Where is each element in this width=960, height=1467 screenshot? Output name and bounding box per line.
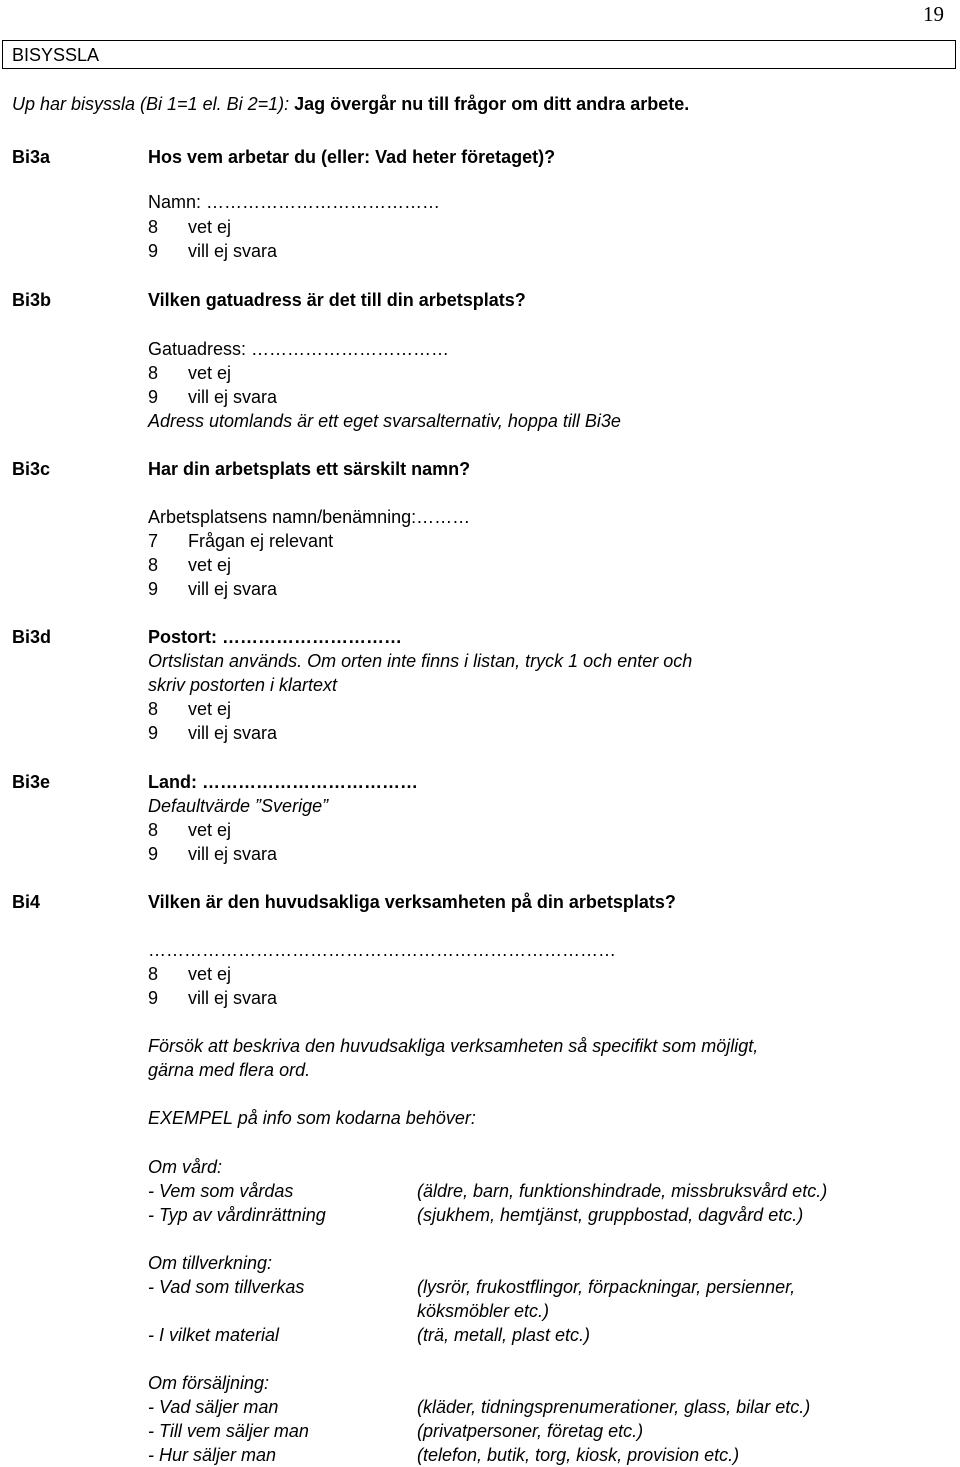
option-code: 8: [148, 555, 159, 575]
example-detail: (privatpersoner, företag etc.): [417, 1421, 644, 1441]
example-detail: (lysrör, frukostflingor, förpackningar, persienner,: [417, 1277, 796, 1297]
option-label: vill ej svara: [188, 844, 278, 864]
example-detail: köksmöbler etc.): [417, 1301, 550, 1321]
instruction-text: Försök att beskriva den huvudsakliga verksamheten så specifikt som möjligt,: [148, 1036, 759, 1056]
intro-line: [12, 92, 689, 116]
example-group-heading: Om försäljning:: [148, 1373, 270, 1393]
option-label: vet ej: [188, 363, 232, 383]
option-code: 8: [148, 964, 159, 984]
option-label: Frågan ej relevant: [188, 531, 334, 551]
question-code-bi3c: Bi3c: [12, 459, 51, 479]
example-item: - I vilket material: [148, 1325, 280, 1345]
option-label: vet ej: [188, 699, 232, 719]
question-code-bi4: Bi4: [12, 892, 41, 912]
example-detail: (telefon, butik, torg, kiosk, provision etc.): [417, 1445, 740, 1465]
example-item: - Typ av vårdinrättning: [148, 1205, 326, 1225]
intro-text: Jag övergår nu till frågor om ditt andra arbete.: [289, 94, 690, 114]
option-label: vet ej: [188, 820, 232, 840]
option-code: 9: [148, 387, 159, 407]
question-code-bi3b: Bi3b: [12, 290, 52, 310]
option-code: 9: [148, 988, 159, 1008]
example-item: - Vem som vårdas: [148, 1181, 294, 1201]
option-label: vet ej: [188, 217, 232, 237]
example-detail: (sjukhem, hemtjänst, gruppbostad, dagvård etc.): [417, 1205, 804, 1225]
option-code: 9: [148, 241, 159, 261]
question-bi3a: Hos vem arbetar du (eller: Vad heter företaget)?: [148, 147, 556, 167]
question-bi3c: Har din arbetsplats ett särskilt namn?: [148, 459, 471, 479]
answer-field-arbetsplatsnamn[interactable]: Arbetsplatsens namn/benämning:………: [148, 507, 471, 527]
question-code-bi3e: Bi3e: [12, 772, 51, 792]
question-bi4: Vilken är den huvudsakliga verksamheten på din arbetsplats?: [148, 892, 676, 912]
example-item: - Vad som tillverkas: [148, 1277, 305, 1297]
option-code: 9: [148, 579, 159, 599]
example-item: - Vad säljer man: [148, 1397, 279, 1417]
example-group-heading: Om tillverkning:: [148, 1253, 273, 1273]
interviewer-note: skriv postorten i klartext: [148, 675, 338, 695]
question-bi3b: Vilken gatuadress är det till din arbetsplats?: [148, 290, 526, 310]
option-code: 8: [148, 363, 159, 383]
example-group-heading: Om vård:: [148, 1157, 223, 1177]
example-detail: (trä, metall, plast etc.): [417, 1325, 591, 1345]
answer-field-postort[interactable]: Postort: …………………………: [148, 627, 402, 647]
option-code: 9: [148, 723, 159, 743]
option-code: 8: [148, 217, 159, 237]
intro-condition: Up har bisyssla (Bi 1=1 el. Bi 2=1):: [12, 94, 290, 114]
option-label: vill ej svara: [188, 988, 278, 1008]
question-code-bi3a: Bi3a: [12, 147, 51, 167]
answer-field-gatuadress[interactable]: Gatuadress: ……………………………: [148, 339, 450, 359]
interviewer-note: Adress utomlands är ett eget svarsalternativ, hoppa till Bi3e: [148, 411, 621, 431]
option-label: vill ej svara: [188, 723, 278, 743]
option-label: vill ej svara: [188, 241, 278, 261]
option-code: 7: [148, 531, 159, 551]
option-code: 8: [148, 820, 159, 840]
examples-heading: EXEMPEL på info som kodarna behöver:: [148, 1108, 476, 1128]
answer-field-land[interactable]: Land: ………………………………: [148, 772, 418, 792]
answer-field-verksamhet[interactable]: ……………………………………………………………………: [148, 940, 616, 960]
interviewer-note: Ortslistan används. Om orten inte finns i listan, tryck 1 och enter och: [148, 651, 693, 671]
instruction-text: gärna med flera ord.: [148, 1060, 311, 1080]
example-detail: (kläder, tidningsprenumerationer, glass, bilar etc.): [417, 1397, 811, 1417]
example-item: - Hur säljer man: [148, 1445, 277, 1465]
option-label: vet ej: [188, 964, 232, 984]
option-label: vill ej svara: [188, 579, 278, 599]
interviewer-note: Defaultvärde ”Sverige”: [148, 796, 329, 816]
option-code: 8: [148, 699, 159, 719]
question-code-bi3d: Bi3d: [12, 627, 52, 647]
example-detail: (äldre, barn, funktionshindrade, missbruksvård etc.): [417, 1181, 828, 1201]
answer-field-namn[interactable]: Namn: …………………………………: [148, 192, 441, 212]
section-title: BISYSSLA: [12, 45, 100, 65]
example-item: - Till vem säljer man: [148, 1421, 309, 1441]
page-number: 19: [923, 2, 944, 26]
option-code: 9: [148, 844, 159, 864]
section-header-box: [2, 40, 956, 69]
option-label: vet ej: [188, 555, 232, 575]
option-label: vill ej svara: [188, 387, 278, 407]
